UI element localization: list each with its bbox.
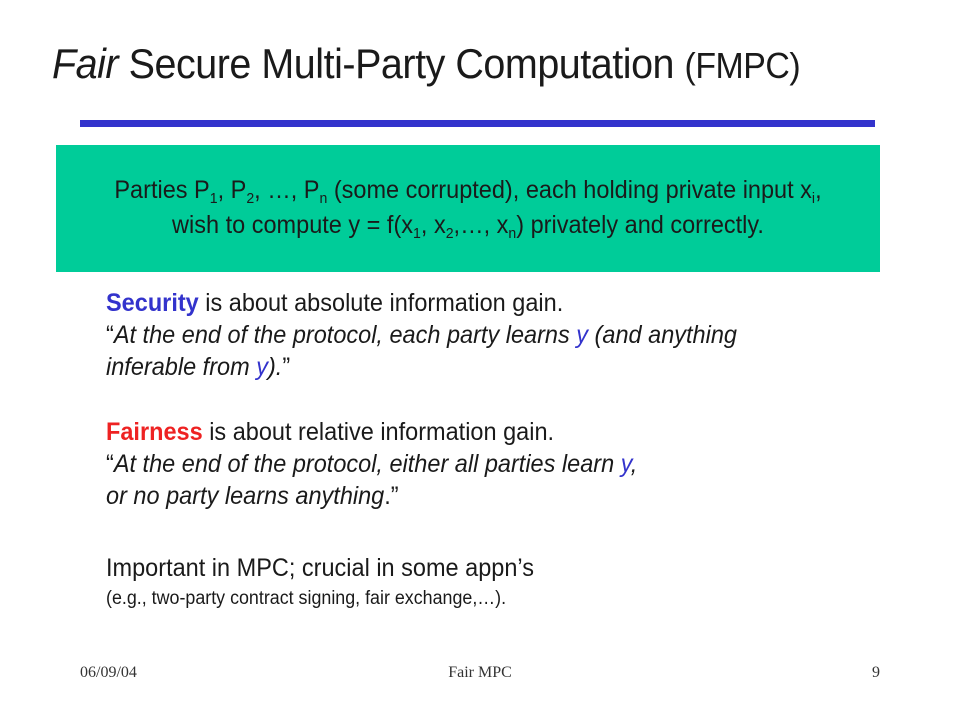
def2-text-3: ,…, x [453, 211, 509, 239]
def2-text-1: wish to compute y = f(x [172, 211, 414, 239]
importance-examples: (e.g., two-party contract signing, fair exchange,…). [106, 588, 507, 609]
security-keyword: Security [106, 289, 199, 317]
def2-sub-n: n [508, 225, 517, 242]
fairness-quote-open: “ [106, 450, 114, 478]
security-quote-text-1: At the end of the protocol, each party learns [113, 321, 577, 349]
def1-sub-1: 1 [209, 190, 218, 207]
slide-title [52, 40, 800, 88]
title-italic: Fair [52, 40, 119, 87]
security-quote-line-2 [106, 351, 737, 383]
security-var-y-1: y [576, 321, 589, 349]
def2-text-2: , x [420, 211, 446, 239]
fairness-quote-line-1 [106, 448, 637, 480]
security-quote-text-4: ). [267, 353, 283, 381]
footer-date: 06/09/04 [80, 664, 137, 681]
fairness-quote-line-2 [106, 480, 637, 512]
definition-line-2 [81, 208, 856, 243]
security-quote-text-3: inferable from [106, 353, 257, 381]
security-statement: is about absolute information gain. [198, 289, 564, 317]
def1-text-2: , P [217, 176, 247, 204]
security-heading-line [106, 287, 737, 319]
definition-line-1 [81, 173, 856, 208]
importance-line: Important in MPC; crucial in some appn’s [106, 554, 534, 582]
fairness-quote-text-1: At the end of the protocol, either all parties learn [113, 450, 621, 478]
fairness-quote-comma: , [630, 450, 638, 478]
fairness-paragraph [106, 416, 637, 512]
footer-title: Fair MPC [448, 664, 512, 681]
def2-text-4: ) privately and correctly. [516, 211, 764, 239]
fairness-quote-text-2: or no party learns anything [106, 482, 385, 510]
footer-page-number: 9 [872, 664, 880, 681]
title-suffix: (FMPC) [684, 45, 801, 86]
def1-text-1: Parties P [114, 176, 210, 204]
title-main: Secure Multi-Party Computation [118, 40, 685, 87]
def1-sub-i: i [811, 190, 816, 207]
def1-text-4: (some corrupted), each holding private input x [327, 176, 812, 204]
security-quote-text-2: (and anything [588, 321, 737, 349]
security-quote-open: “ [106, 321, 114, 349]
def1-sub-n: n [319, 190, 328, 207]
def1-text-5: , [815, 176, 822, 204]
fairness-var-y: y [620, 450, 631, 478]
security-paragraph [106, 287, 737, 383]
security-quote-close: ” [282, 353, 291, 381]
importance-paragraph [106, 552, 534, 614]
def1-sub-2: 2 [246, 190, 255, 207]
title-underline-rule [80, 120, 875, 127]
fairness-quote-close: ” [390, 482, 399, 510]
fairness-statement: is about relative information gain. [202, 418, 555, 446]
security-var-y-2: y [256, 353, 268, 381]
def2-sub-2: 2 [445, 225, 454, 242]
def1-text-3: , …, P [254, 176, 320, 204]
security-quote-line-1 [106, 319, 737, 351]
fairness-quote-period: . [384, 482, 391, 510]
def2-sub-1: 1 [413, 225, 421, 242]
definition-box [56, 145, 880, 272]
fairness-heading-line [106, 416, 637, 448]
fairness-keyword: Fairness [106, 418, 203, 446]
